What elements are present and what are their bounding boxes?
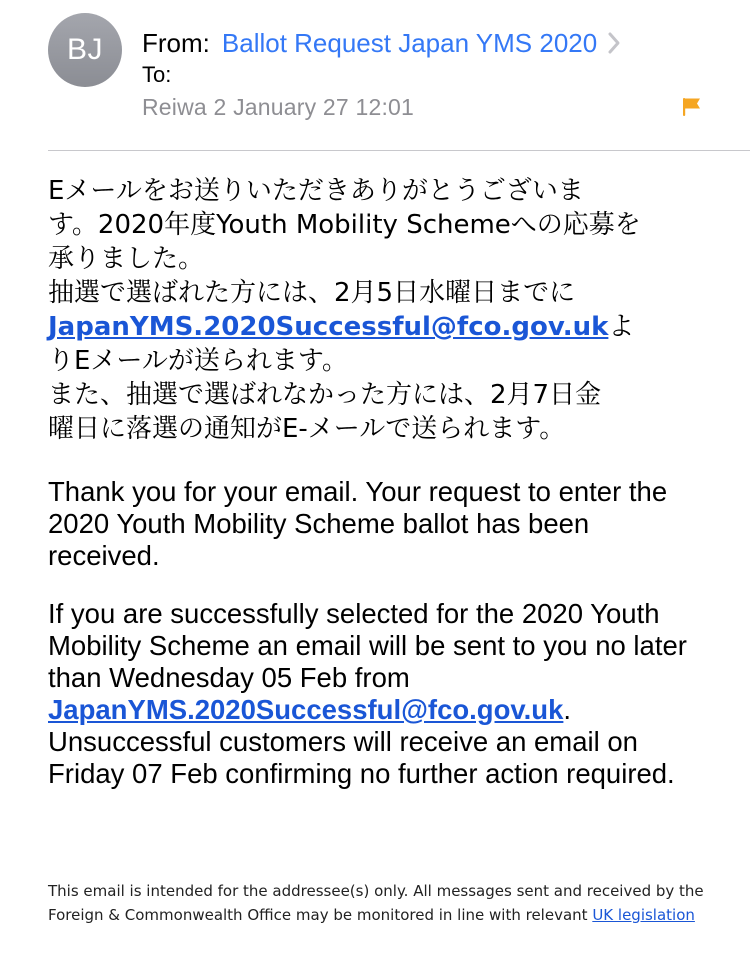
footer-text: This email is intended for the addressee(s) only. All messages sent and received by the Foreign & Commonwealth Office may be monitored in line with relevant (48, 882, 704, 924)
from-label: From: (142, 27, 210, 58)
jp-text-line: りEメールが送られます。 (48, 346, 348, 376)
avatar[interactable]: BJ (48, 13, 122, 87)
jp-text-line: 曜日に落選の通知がE-メールで送られます。 (48, 414, 566, 444)
en-paragraph-2 (48, 598, 700, 790)
email-date: Reiwa 2 January 27 12:01 (142, 94, 415, 120)
email-link-en[interactable]: JapanYMS.2020Successful@fco.gov.uk (48, 694, 564, 725)
jp-text-line: Eメールをお送りいただきありがとうございま (48, 176, 584, 206)
jp-text-fragment: よ (608, 312, 635, 342)
to-label: To: (142, 62, 172, 87)
flag-icon[interactable] (682, 97, 702, 117)
sender-name[interactable]: Ballot Request Japan YMS 2020 (221, 27, 598, 58)
email-body (48, 174, 700, 790)
jp-paragraph-3 (48, 378, 700, 446)
jp-paragraph-2 (48, 276, 700, 378)
en-paragraph-1: Thank you for your email. Your request to enter the 2020 Youth Mobility Scheme ballot has been received. (48, 476, 668, 571)
from-row (142, 26, 621, 60)
en-text: . Unsuccessful customers will receive an email on Friday 07 Feb confirming no further action required. (48, 694, 675, 789)
jp-text-line: す。2020年度Youth Mobility Schemeへの応募を (48, 210, 641, 240)
email-footer (48, 879, 708, 927)
en-text: If you are successfully selected for the 2020 Youth Mobility Scheme an email will be sent to you no later than Wednesday 05 Feb from (48, 598, 687, 693)
uk-legislation-link[interactable]: UK legislation (592, 906, 695, 924)
header-divider (48, 150, 750, 151)
jp-text-line: また、抽選で選ばれなかった方には、2月7日金 (48, 380, 602, 410)
jp-text-line: 抽選で選ばれた方には、2月5日水曜日までに (48, 278, 576, 308)
email-link-jp[interactable]: JapanYMS.2020Successful@fco.gov.uk (48, 312, 609, 342)
chevron-right-icon[interactable] (607, 31, 621, 55)
jp-text-line: 承りました。 (48, 244, 205, 274)
jp-text-line (48, 310, 700, 344)
jp-paragraph-1 (48, 174, 700, 276)
